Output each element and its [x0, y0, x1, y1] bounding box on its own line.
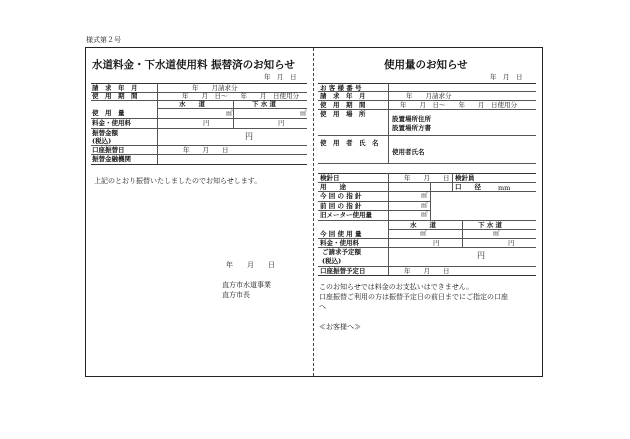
issue-date: 年 月 日 [226, 261, 275, 269]
scheduled-amount-tax: (税込) [322, 257, 342, 265]
issuer-title: 直方市長 [222, 291, 250, 299]
notice-frame [85, 47, 543, 377]
r-sewer-header: 下 水 道 [478, 221, 503, 229]
notice-line-1: このお知らせでは料金のお支払いはできません。 [319, 283, 474, 291]
diameter-label: 口 径 [455, 183, 481, 191]
user-name-label: 使 用 者 氏 名 [320, 139, 379, 147]
transfer-amount-unit: 円 [245, 132, 253, 141]
transfer-amount-tax: (税込) [92, 137, 112, 145]
diameter-unit: mm [498, 184, 511, 192]
r-usage-period-value: 年 月 日～ 年 月 日使用分 [400, 101, 517, 109]
r-fee-unit-sewer: 円 [508, 239, 515, 247]
water-header: 水 道 [179, 100, 205, 108]
account-date-value: 年 月 日 [183, 146, 229, 154]
scheduled-amount-unit: 円 [477, 251, 485, 260]
current-reading-unit: ㎥ [421, 191, 428, 199]
sewer-header: 下 水 道 [252, 100, 277, 108]
institution-label: 振替金融機関 [92, 155, 131, 163]
current-usage-label: 今 回 使 用 量 [320, 230, 362, 238]
install-address-label: 設置場所住所 [392, 115, 431, 123]
customer-note: ≪お客様へ≫ [319, 323, 361, 331]
install-owner-label: 設置場所方書 [392, 124, 431, 132]
transfer-amount-label: 振替金額 [92, 129, 118, 137]
r-fee-label: 料金・使用料 [320, 239, 359, 247]
right-notice-date: 年 月 日 [490, 73, 523, 81]
notice-line-2: 口座振替ご利用の方は振替予定日の前日までにご指定の口座 [319, 293, 508, 301]
meter-date-label: 検針日 [320, 174, 340, 182]
usage-period-value: 年 月 日～ 年 月 日使用分 [182, 92, 299, 100]
r-water-header: 水 道 [410, 221, 436, 229]
perforation-divider [313, 48, 314, 376]
left-title: 水道料金・下水道使用料 振替済のお知らせ [92, 59, 295, 71]
r-fee-unit-water: 円 [433, 239, 440, 247]
scheduled-amount-label: ご請求予定額 [322, 248, 361, 256]
old-meter-label: 旧メーター使用量 [320, 211, 372, 219]
meter-date-value: 年 月 日 [404, 174, 450, 182]
fee-unit-sewer: 円 [278, 119, 285, 127]
fee-label: 料金・使用料 [92, 119, 131, 127]
billing-month-label: 請 求 年 月 [92, 84, 138, 92]
left-notice-date: 年 月 日 [264, 73, 297, 81]
account-date-label: 口座振替日 [92, 146, 125, 154]
r-billing-month-value: 年 月請求分 [406, 92, 452, 100]
usage-unit-water: ㎥ [226, 109, 233, 117]
transfer-message: 上記のとおり振替いたしましたのでお知らせします。 [94, 177, 262, 185]
scheduled-date-value: 年 月 日 [404, 267, 450, 275]
r-usage-period-label: 使 用 期 間 [320, 101, 366, 109]
billing-month-value: 年 月請求分 [192, 84, 238, 92]
usage-location-label: 使 用 場 所 [320, 110, 366, 118]
current-usage-unit-water: ㎥ [420, 229, 427, 237]
current-usage-unit-sewer: ㎥ [493, 229, 500, 237]
old-meter-unit: ㎥ [421, 210, 428, 218]
fee-unit-water: 円 [203, 119, 210, 127]
form-number: 様式第２号 [86, 36, 121, 44]
previous-reading-unit: ㎥ [421, 201, 428, 209]
current-reading-label: 今 回 の 指 針 [320, 192, 362, 200]
user-name-value: 使用者氏名 [392, 148, 425, 156]
usage-period-label: 使 用 期 間 [92, 92, 138, 100]
customer-number-label: お 客 様 番 号 [320, 84, 362, 92]
r-billing-month-label: 請 求 年 月 [320, 92, 366, 100]
usage-amount-label: 使 用 量 [92, 109, 125, 117]
previous-reading-label: 前 回 の 指 針 [320, 202, 362, 210]
notice-line-3: へ [319, 303, 326, 311]
usage-unit-sewer: ㎥ [300, 109, 307, 117]
purpose-label: 用 途 [320, 183, 346, 191]
right-title: 使用量のお知らせ [384, 59, 468, 71]
scheduled-date-label: 口座振替予定日 [320, 267, 366, 275]
issuer-name: 直方市水道事業 [222, 281, 271, 289]
inspector-label: 検針員 [455, 174, 475, 182]
